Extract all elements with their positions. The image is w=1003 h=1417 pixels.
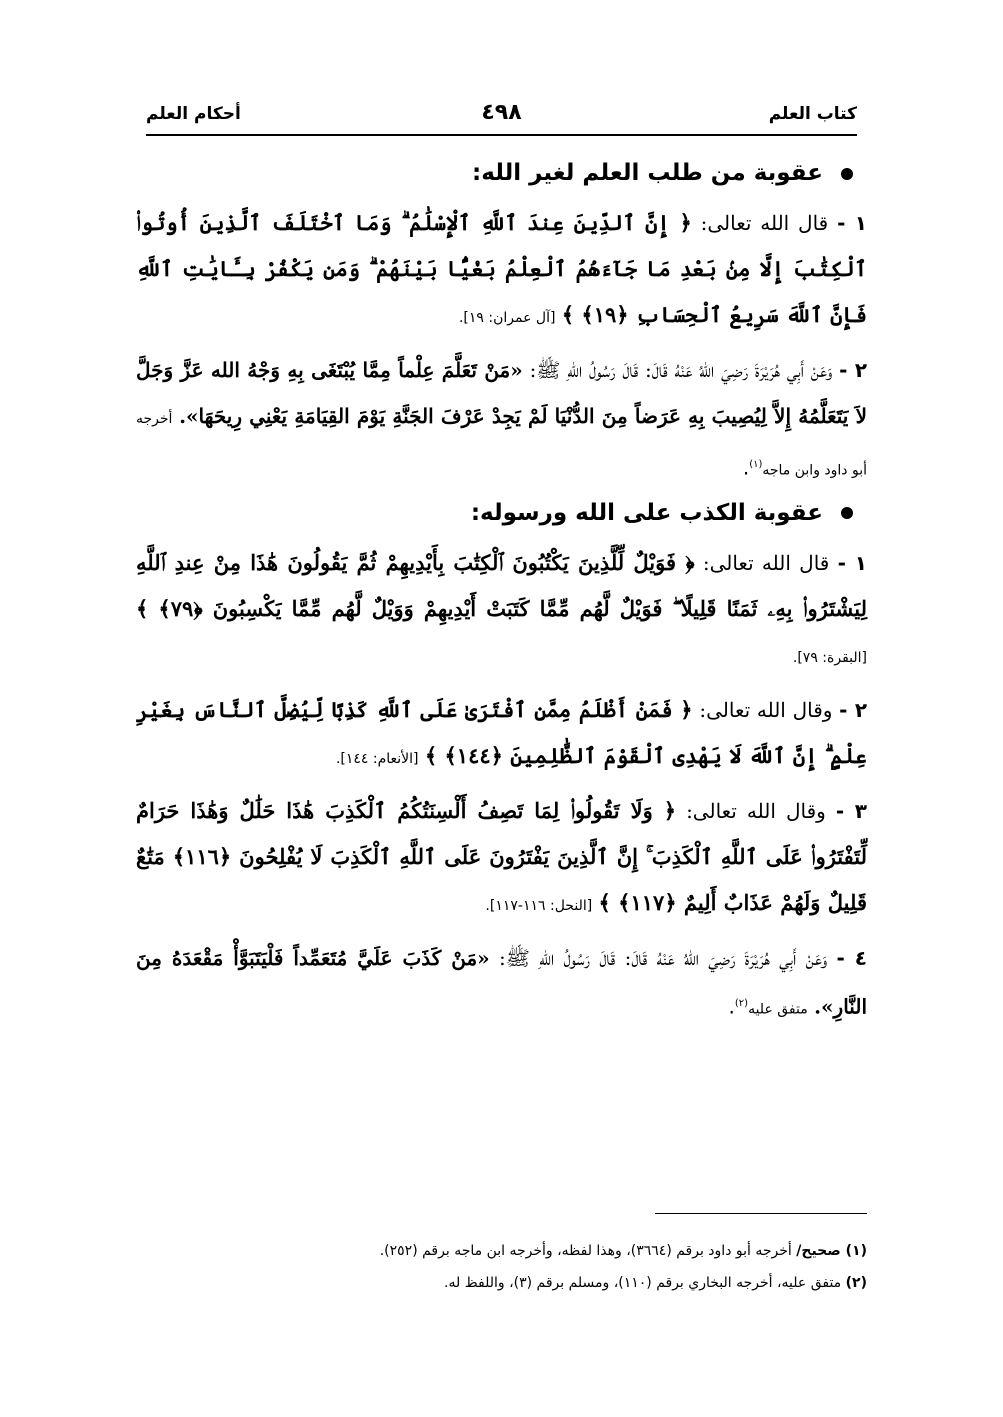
- bullet-icon: [841, 507, 853, 519]
- hadith-reference: متفق عليه: [748, 1001, 808, 1018]
- quran-verse: ﴿ فَمَنْ أَظْلَمُ مِمَّنِ ٱفْتَرَىٰ عَلَى ٱللَّهِ كَذِبًا لِّيُضِلَّ ٱلنَّاسَ بِغَيْرِ عِلْمٍ ۗ إِنَّ ٱللَّهَ لَا يَهْدِى ٱلْقَوْمَ ٱلظَّٰلِمِينَ ﴿١٤٤﴾ ﴾: [136, 696, 867, 768]
- footnote-marker: (٢): [734, 997, 749, 1009]
- list-item: ١ - قال الله تعالى: ﴿ إِنَّ ٱلدِّينَ عِندَ ٱللَّهِ ٱلْإِسْلَٰمُ ۗ وَمَا ٱخْتَلَفَ ٱلَّذِينَ أُوتُوا۟ ٱلْكِتَٰبَ إِلَّا مِنۢ بَعْدِ مَا جَآءَهُمُ ٱلْعِلْمُ بَغْيًۢا بَيْنَهُمْ ۗ وَمَن يَكْفُرْ بِـَٔايَٰتِ ٱللَّهِ فَإِنَّ ٱللَّهَ سَرِيعُ ٱلْحِسَابِ ﴿١٩﴾ ﴾ [آل عمران: ١٩].: [136, 210, 868, 327]
- list-item: ٤ - وَعَنْ أَبِي هُرَيْرَةَ رَضِيَ اللهُ عَنْهُ قَالَ: قَالَ رَسُولُ اللهِ ﷺ: «مَنْ كَذَبَ عَلَيَّ مُتَعَمِّداً فَلْيَتَبَوَّأْ مَقْعَدَهُ مِنَ النَّارِ». متفق عليه$^{(٢)}$.: [136, 945, 867, 1019]
- list-item: ٣ - وقال الله تعالى: ﴿ وَلَا تَقُولُوا۟ لِمَا تَصِفُ أَلْسِنَتُكُمُ ٱلْكَذِبَ هَٰذَا حَلَٰلٌ وَهَٰذَا حَرَامٌ لِّتَفْتَرُوا۟ عَلَى ٱللَّهِ ٱلْكَذِبَ ۚ إِنَّ ٱلَّذِينَ يَفْتَرُونَ عَلَى ٱللَّهِ ٱلْكَذِبَ لَا يُفْلِحُونَ ﴿١١٦﴾ مَتَٰعٌ قَلِيلٌ وَلَهُمْ عَذَابٌ أَلِيمٌ ﴿١١٧﴾ ﴾ [النحل: ١١٦-١١٧].: [136, 797, 868, 915]
- quran-verse: ﴿ وَلَا تَقُولُوا۟ لِمَا تَصِفُ أَلْسِنَتُكُمُ ٱلْكَذِبَ هَٰذَا حَلَٰلٌ وَهَٰذَا حَرَامٌ لِّتَفْتَرُوا۟ عَلَى ٱللَّهِ ٱلْكَذِبَ ۚ إِنَّ ٱلَّذِينَ يَفْتَرُونَ عَلَى ٱللَّهِ ٱلْكَذِبَ لَا يُفْلِحُونَ ﴿١١٦﴾ مَتَٰعٌ قَلِيلٌ وَلَهُمْ عَذَابٌ أَلِيمٌ ﴿١١٧﴾ ﴾: [136, 797, 867, 915]
- hadith-reference: أخرجه أبو داود وابن ماجه: [136, 411, 867, 479]
- footnote-marker: (١): [749, 459, 763, 470]
- list-item: ٢ - وقال الله تعالى: ﴿ فَمَنْ أَظْلَمُ مِمَّنِ ٱفْتَرَىٰ عَلَى ٱللَّهِ كَذِبًا لِّيُضِلَّ ٱلنَّاسَ بِغَيْرِ عِلْمٍ ۗ إِنَّ ٱللَّهَ لَا يَهْدِى ٱلْقَوْمَ ٱلظَّٰلِمِينَ ﴿١٤٤﴾ ﴾ [الأنعام: ١٤٤].: [136, 696, 868, 768]
- page-body: [136, 160, 867, 1038]
- list-item: ١ - قال الله تعالى: ﴿ فَوَيْلٌ لِّلَّذِينَ يَكْتُبُونَ ٱلْكِتَٰبَ بِأَيْدِيهِمْ ثُمَّ يَقُولُونَ هَٰذَا مِنْ عِندِ ٱللَّهِ لِيَشْتَرُوا۟ بِهِۦ ثَمَنًا قَلِيلًا ۖ فَوَيْلٌ لَّهُم مِّمَّا كَتَبَتْ أَيْدِيهِمْ وَوَيْلٌ لَّهُم مِّمَّا يَكْسِبُونَ ﴿٧٩﴾ ﴾ [البقرة: ٧٩].: [136, 549, 868, 666]
- hadith-text: «مَنْ كَذَبَ عَلَيَّ مُتَعَمِّداً فَلْيَتَبَوَّأْ مَقْعَدَهُ مِنَ النَّارِ».: [136, 945, 867, 1019]
- footnotes: [136, 1235, 867, 1299]
- chapter-title: أحكام العلم: [146, 104, 241, 124]
- list-item: ٢ - وَعَنْ أَبِي هُرَيْرَةَ رَضِيَ اللهُ عَنْهُ قَالَ: قَالَ رَسُولُ اللهِ ﷺ: «مَنْ تَعَلَّمَ عِلْماً مِمَّا يُبْتَغَى بِهِ وَجْهُ الله عَزَّ وَجَلَّ لاَ يَتَعَلَّمُهُ إِلاَّ لِيُصِيبَ بِهِ عَرَضاً مِنَ الدُّنْيَا لَمْ يَجِدْ عَرْفَ الجَنَّةِ يَوْمَ القِيَامَةِ يَعْنِي رِيحَهَا». أخرجه أبو داود وابن ماجه$^{(١)}$.: [136, 358, 868, 480]
- page-number: ٤٩٨: [481, 100, 522, 125]
- quran-verse: ﴿ فَوَيْلٌ لِّلَّذِينَ يَكْتُبُونَ ٱلْكِتَٰبَ بِأَيْدِيهِمْ ثُمَّ يَقُولُونَ هَٰذَا مِنْ عِندِ ٱللَّهِ لِيَشْتَرُوا۟ بِهِۦ ثَمَنًا قَلِيلًا ۖ فَوَيْلٌ لَّهُم مِّمَّا كَتَبَتْ أَيْدِيهِمْ وَوَيْلٌ لَّهُم مِّمَّا يَكْسِبُونَ ﴿٧٩﴾ ﴾: [136, 549, 868, 621]
- footnote: (١) صحيح/ أخرجه أبو داود برقم (٣٦٦٤)، وهذا لفظه، وأخرجه ابن ماجه برقم (٢٥٢).: [379, 1243, 867, 1259]
- verse-reference: [البقرة: ٧٩].: [792, 649, 867, 666]
- bullet-icon: [841, 168, 853, 180]
- page-header: [146, 100, 857, 134]
- section-heading: عقوبة الكذب على الله ورسوله:: [136, 500, 867, 526]
- book-title: كتاب العلم: [768, 104, 857, 124]
- header-divider: [146, 134, 857, 136]
- verse-reference: [آل عمران: ١٩].: [458, 310, 556, 326]
- verse-reference: [النحل: ١١٦-١١٧].: [485, 897, 593, 914]
- footnote: (٢) متفق عليه، أخرجه البخاري برقم (١١٠)، ومسلم برقم (٣)، واللفظ له.: [444, 1275, 867, 1291]
- quran-verse: ﴿ إِنَّ ٱلدِّينَ عِندَ ٱللَّهِ ٱلْإِسْلَٰمُ ۗ وَمَا ٱخْتَلَفَ ٱلَّذِينَ أُوتُوا۟ ٱلْكِتَٰبَ إِلَّا مِنۢ بَعْدِ مَا جَآءَهُمُ ٱلْعِلْمُ بَغْيًۢا بَيْنَهُمْ ۗ وَمَن يَكْفُرْ بِـَٔايَٰتِ ٱللَّهِ فَإِنَّ ٱللَّهَ سَرِيعُ ٱلْحِسَابِ ﴿١٩﴾ ﴾: [136, 210, 867, 327]
- section-heading: عقوبة من طلب العلم لغير الله:: [136, 160, 867, 186]
- footnote-divider: [655, 1213, 867, 1214]
- verse-reference: [الأنعام: ١٤٤].: [335, 750, 419, 767]
- hadith-text: «مَنْ تَعَلَّمَ عِلْماً مِمَّا يُبْتَغَى بِهِ وَجْهُ الله عَزَّ وَجَلَّ لاَ يَتَعَلَّمُهُ إِلاَّ لِيُصِيبَ بِهِ عَرَضاً مِنَ الدُّنْيَا لَمْ يَجِدْ عَرْفَ الجَنَّةِ يَوْمَ القِيَامَةِ يَعْنِي رِيحَهَا».: [136, 358, 868, 428]
